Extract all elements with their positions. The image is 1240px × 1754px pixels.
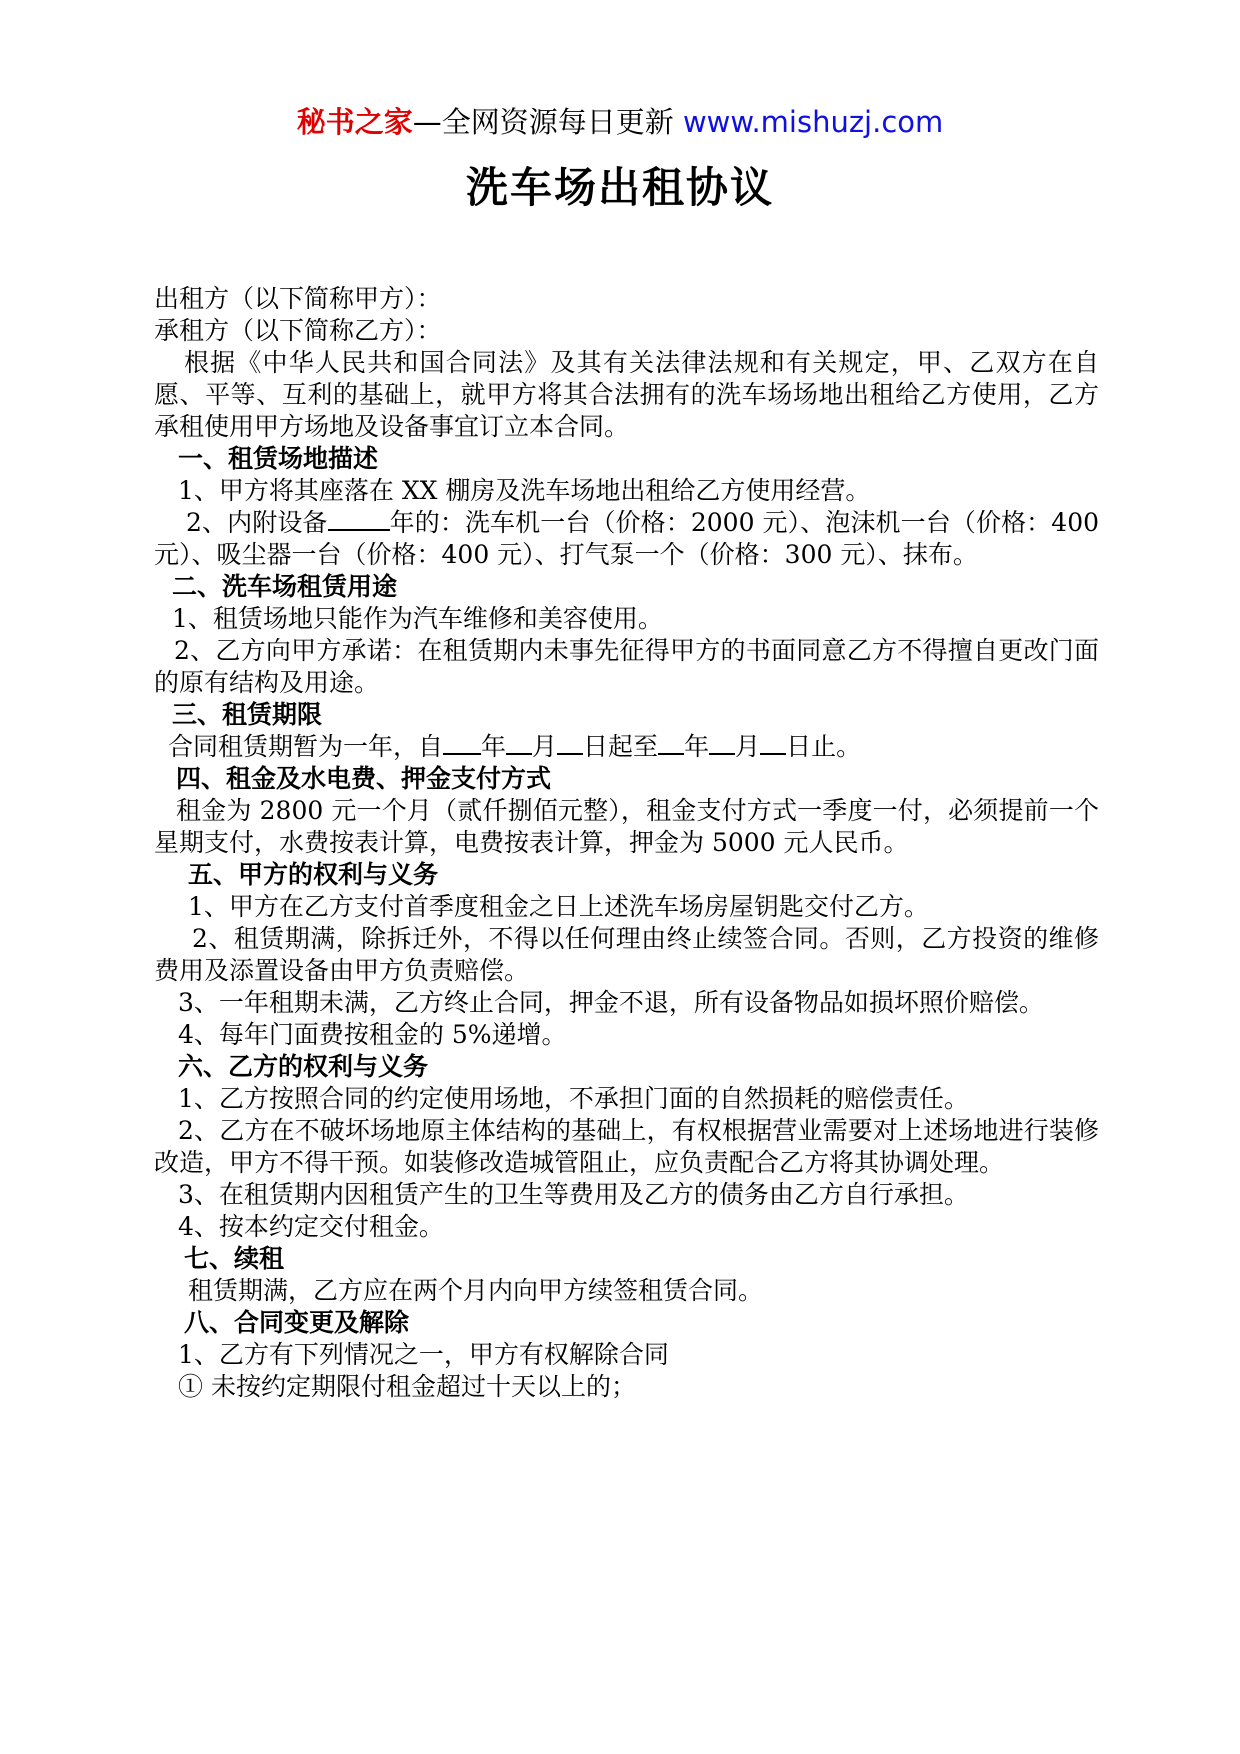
section-6-heading: 六、乙方的权利与义务 <box>178 1052 429 1081</box>
party-a-line: 出租方（以下简称甲方）： <box>154 284 442 313</box>
section-6-item-3: 3、在租赁期内因租赁产生的卫生等费用及乙方的债务由乙方自行承担。 <box>178 1180 969 1209</box>
equipment-year-blank <box>328 507 390 531</box>
section-6-item-4: 4、按本约定交付租金。 <box>178 1212 444 1241</box>
section-2-heading: 二、洗车场租赁用途 <box>172 572 398 601</box>
section-1-item-2 <box>154 507 1099 571</box>
section-1-heading: 一、租赁场地描述 <box>178 444 379 473</box>
intro-paragraph: 根据《中华人民共和国合同法》及其有关法律法规和有关规定，甲、乙双方在自愿、平等、互利的基础上，就甲方将其合法拥有的洗车场场地出租给乙方使用，乙方承租使用甲方场地及设备事宜订立本合同。 <box>154 348 1099 441</box>
lease-term-text: 日起至 <box>583 732 659 761</box>
document-body <box>154 283 1099 1403</box>
lease-term-text: 年 <box>684 732 710 761</box>
section-8-item-2: ① 未按约定期限付租金超过十天以上的； <box>178 1372 636 1401</box>
section-8-item-1: 1、乙方有下列情况之一，甲方有权解除合同 <box>178 1340 669 1369</box>
banner-url-link[interactable]: www.mishuzj.com <box>682 105 944 139</box>
end-year-blank <box>658 731 684 755</box>
lease-term-text: 月 <box>532 732 558 761</box>
end-day-blank <box>760 731 786 755</box>
start-year-blank <box>443 731 481 755</box>
section-5-item-2: 2、租赁期满，除拆迁外，不得以任何理由终止续签合同。否则，乙方投资的维修费用及添置设备由甲方负责赔偿。 <box>154 924 1099 985</box>
lease-term-line <box>154 731 1099 763</box>
section-5-item-1: 1、甲方在乙方支付首季度租金之日上述洗车场房屋钥匙交付乙方。 <box>188 892 929 921</box>
section-4-item-1: 租金为 2800 元一个月（贰仟捌佰元整），租金支付方式一季度一付，必须提前一个星期支付，水费按表计算，电费按表计算，押金为 5000 元人民币。 <box>154 796 1099 857</box>
section-1-item-1: 1、甲方将其座落在 XX 棚房及洗车场地出租给乙方使用经营。 <box>178 476 871 505</box>
start-month-blank <box>506 731 532 755</box>
end-month-blank <box>709 731 735 755</box>
section-5-item-3: 3、一年租期未满，乙方终止合同，押金不退，所有设备物品如损坏照价赔偿。 <box>178 988 1044 1017</box>
section-5-item-4: 4、每年门面费按租金的 5%递增。 <box>178 1020 567 1049</box>
party-b-line: 承租方（以下简称乙方）： <box>154 316 442 345</box>
section-7-item-1: 租赁期满，乙方应在两个月内向甲方续签租赁合同。 <box>188 1276 764 1305</box>
section-5-heading: 五、甲方的权利与义务 <box>188 860 439 889</box>
lease-term-text: 月 <box>735 732 761 761</box>
lease-term-text: 年 <box>481 732 507 761</box>
lease-term-text: 日止。 <box>786 732 862 761</box>
section-2-item-1: 1、租赁场地只能作为汽车维修和美容使用。 <box>172 604 663 633</box>
site-banner <box>0 104 1240 140</box>
section-3-heading: 三、租赁期限 <box>172 700 323 729</box>
lease-term-text: 合同租赁期暂为一年，自 <box>168 732 444 761</box>
section-7-heading: 七、续租 <box>184 1244 285 1273</box>
banner-tagline: —全网资源每日更新 <box>412 105 683 139</box>
banner-brand: 秘书之家 <box>296 105 413 139</box>
equipment-list: 年的：洗车机一台（价格：2000 元）、泡沫机一台（价格：400 元）、吸尘器一台（价格：400 元）、打气泵一个（价格：300 元）、抹布。 <box>154 508 1099 569</box>
section-8-heading: 八、合同变更及解除 <box>184 1308 410 1337</box>
section-6-item-2: 2、乙方在不破坏场地原主体结构的基础上，有权根据营业需要对上述场地进行装修改造，甲方不得干预。如装修改造城管阻止，应负责配合乙方将其协调处理。 <box>154 1116 1099 1177</box>
start-day-blank <box>557 731 583 755</box>
equipment-prefix: 2、内附设备 <box>186 508 328 537</box>
section-4-heading: 四、租金及水电费、押金支付方式 <box>176 764 552 793</box>
document-title: 洗车场出租协议 <box>465 163 774 212</box>
section-2-item-2: 2、乙方向甲方承诺：在租赁期内未事先征得甲方的书面同意乙方不得擅自更改门面的原有结构及用途。 <box>154 636 1099 697</box>
section-6-item-1: 1、乙方按照合同的约定使用场地，不承担门面的自然损耗的赔偿责任。 <box>178 1084 969 1113</box>
